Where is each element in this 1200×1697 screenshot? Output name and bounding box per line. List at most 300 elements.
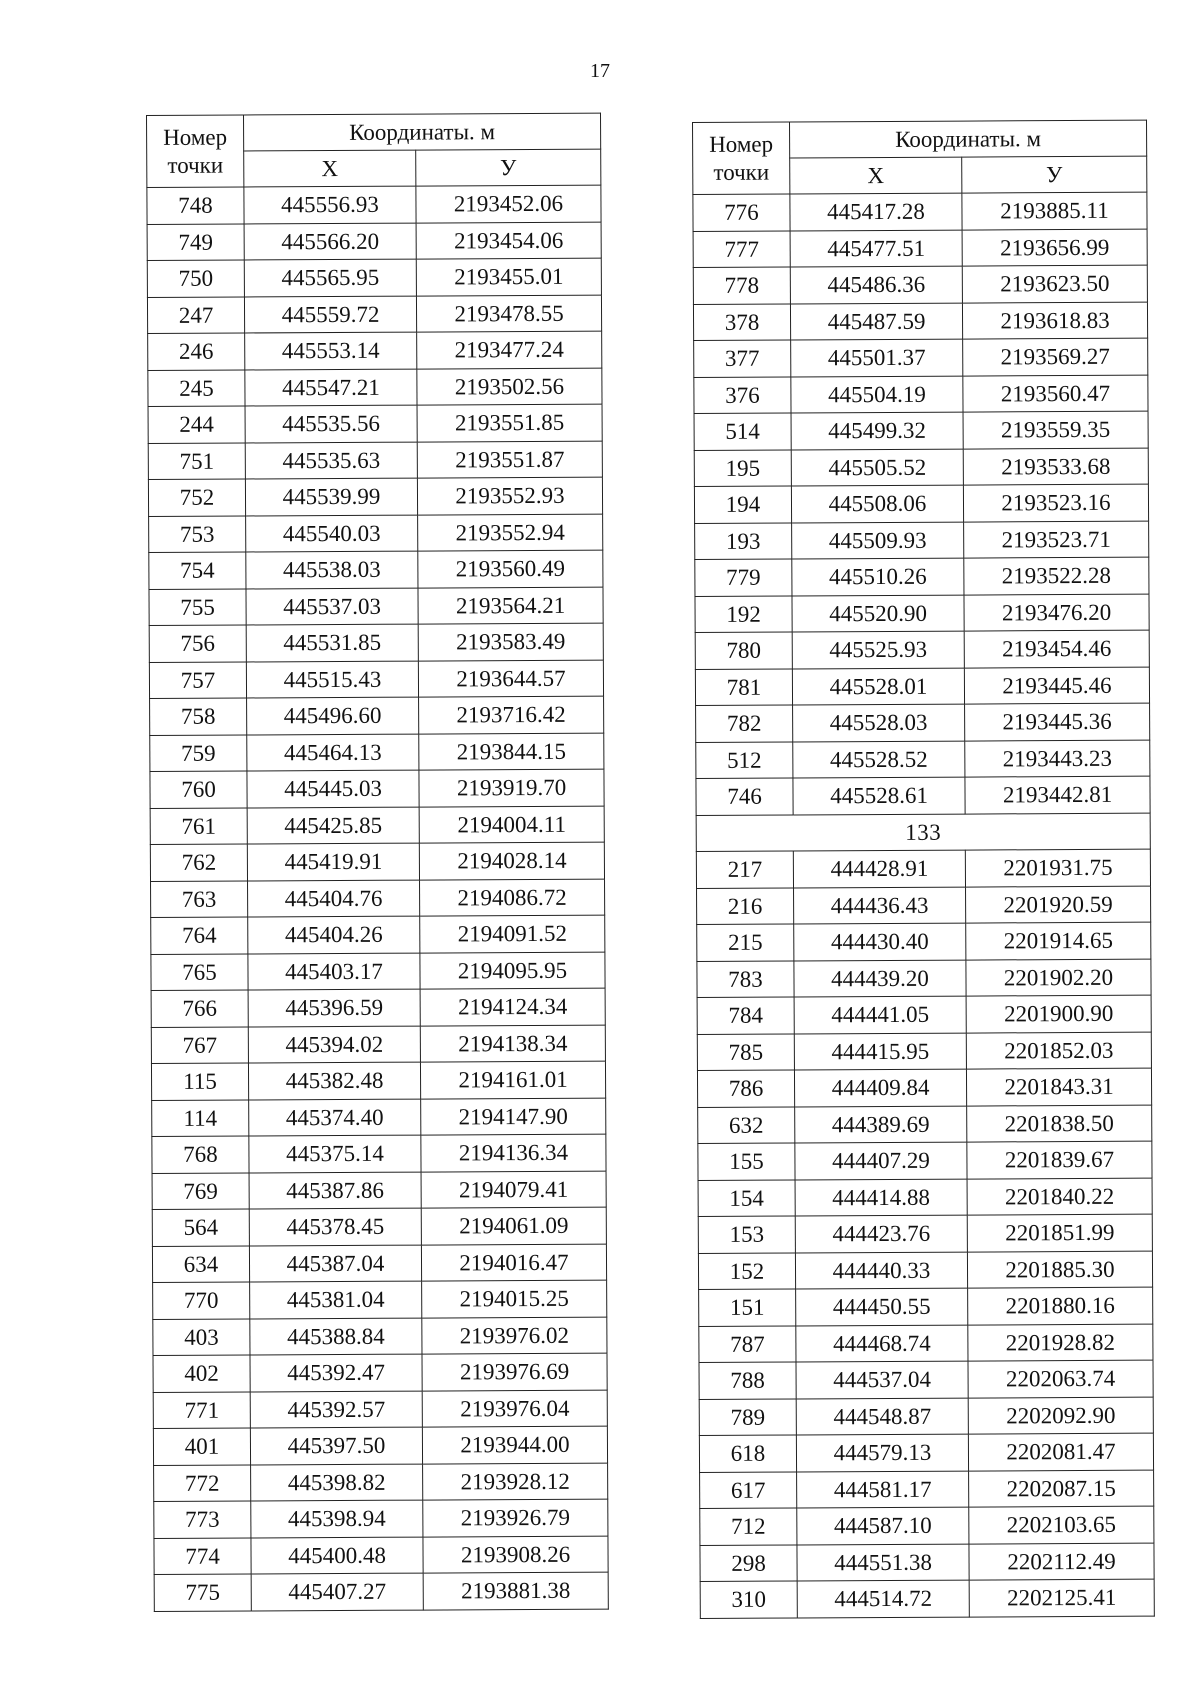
point-number-cell: 775 <box>154 1574 251 1611</box>
y-coordinate-cell: 2193559.35 <box>963 411 1148 448</box>
x-coordinate-cell: 445486.36 <box>790 266 962 303</box>
x-coordinate-cell: 445528.61 <box>793 777 965 814</box>
x-coordinate-cell: 445378.45 <box>249 1208 421 1245</box>
point-number-cell: 754 <box>149 552 246 589</box>
x-coordinate-cell: 445510.26 <box>792 558 964 595</box>
x-coordinate-cell: 445404.26 <box>248 916 420 953</box>
table-row <box>152 1207 606 1246</box>
x-coordinate-cell: 445477.51 <box>790 230 962 267</box>
y-coordinate-cell: 2202063.74 <box>968 1360 1153 1397</box>
point-number-cell: 753 <box>149 515 246 552</box>
table-row <box>151 1061 605 1100</box>
x-coordinate-cell: 444409.84 <box>794 1069 966 1106</box>
x-coordinate-cell: 445398.82 <box>251 1464 423 1501</box>
point-number-cell: 617 <box>700 1471 797 1508</box>
y-coordinate-cell: 2193881.38 <box>423 1572 608 1609</box>
y-coordinate-cell: 2194028.14 <box>419 842 604 879</box>
y-coordinate-cell: 2193452.06 <box>416 185 601 222</box>
table-row <box>699 1287 1153 1326</box>
table-row <box>153 1353 607 1392</box>
y-coordinate-cell: 2193502.56 <box>417 368 602 405</box>
x-coordinate-cell: 445525.93 <box>792 631 964 668</box>
point-number-cell: 780 <box>695 632 792 669</box>
point-number-cell: 784 <box>697 997 794 1034</box>
table-row <box>693 265 1147 304</box>
point-number-cell: 402 <box>153 1355 250 1392</box>
point-number-cell: 783 <box>697 960 794 997</box>
x-coordinate-cell: 445539.99 <box>245 478 417 515</box>
table-row <box>153 1317 607 1356</box>
coordinates-header: Координаты. м <box>790 120 1147 158</box>
x-coordinate-cell: 445538.03 <box>246 551 418 588</box>
point-number-cell: 115 <box>151 1063 248 1100</box>
table-row <box>147 222 601 261</box>
x-coordinate-cell: 444439.20 <box>794 960 966 997</box>
point-number-cell: 762 <box>150 844 247 881</box>
table-row <box>148 441 602 480</box>
table-row <box>154 1499 608 1538</box>
point-number-cell: 785 <box>697 1033 794 1070</box>
x-coordinate-cell: 445381.04 <box>250 1281 422 1318</box>
y-coordinate-cell: 2201914.65 <box>966 922 1151 959</box>
table-row <box>698 1214 1152 1253</box>
x-coordinate-cell: 445464.13 <box>247 734 419 771</box>
point-number-cell: 750 <box>147 260 244 297</box>
x-coordinate-cell: 445375.14 <box>249 1135 421 1172</box>
point-number-cell: 151 <box>699 1289 796 1326</box>
x-header: X <box>244 150 416 187</box>
x-coordinate-cell: 445404.76 <box>248 880 420 917</box>
y-coordinate-cell: 2201839.67 <box>967 1141 1152 1178</box>
y-coordinate-cell: 2193523.71 <box>964 521 1149 558</box>
table-row <box>149 550 603 589</box>
x-coordinate-cell: 445425.85 <box>247 807 419 844</box>
table-row <box>154 1463 608 1502</box>
point-number-cell: 564 <box>152 1209 249 1246</box>
table-body-right-lower <box>696 849 1154 1618</box>
x-coordinate-cell: 445509.93 <box>792 522 964 559</box>
y-coordinate-cell: 2193569.27 <box>963 338 1148 375</box>
point-number-cell: 759 <box>150 734 247 771</box>
y-coordinate-cell: 2193445.36 <box>965 703 1150 740</box>
table-row <box>697 1032 1151 1071</box>
x-coordinate-cell: 445553.14 <box>245 332 417 369</box>
x-coordinate-cell: 445556.93 <box>244 186 416 223</box>
point-number-cell: 192 <box>695 595 792 632</box>
x-coordinate-cell: 445528.52 <box>793 741 965 778</box>
x-coordinate-cell: 445540.03 <box>246 515 418 552</box>
y-coordinate-cell: 2194095.95 <box>420 952 605 989</box>
table-row <box>696 776 1150 815</box>
coordinates-header: Координаты. м <box>244 113 601 151</box>
point-number-cell: 193 <box>695 522 792 559</box>
section-row <box>696 813 1150 852</box>
table-row <box>153 1426 607 1465</box>
table-row <box>150 842 604 881</box>
point-number-cell: 194 <box>694 486 791 523</box>
x-coordinate-cell: 445508.06 <box>791 485 963 522</box>
y-coordinate-cell: 2194004.11 <box>419 806 604 843</box>
table-row <box>152 1244 606 1283</box>
table-row <box>699 1324 1153 1363</box>
point-number-cell: 770 <box>153 1282 250 1319</box>
table-row <box>149 660 603 699</box>
x-coordinate-cell: 444428.91 <box>793 850 965 887</box>
y-coordinate-cell: 2193454.06 <box>416 222 601 259</box>
point-number-cell: 403 <box>153 1318 250 1355</box>
table-row <box>697 959 1151 998</box>
x-coordinate-cell: 445407.27 <box>251 1573 423 1610</box>
y-coordinate-cell: 2193454.46 <box>964 630 1149 667</box>
table-row <box>151 988 605 1027</box>
x-coordinate-cell: 445392.47 <box>250 1354 422 1391</box>
table-row <box>152 1171 606 1210</box>
point-number-cell: 769 <box>152 1172 249 1209</box>
x-coordinate-cell: 445520.90 <box>792 595 964 632</box>
point-number-cell: 761 <box>150 807 247 844</box>
point-number-cell: 216 <box>697 887 794 924</box>
x-coordinate-cell: 445382.48 <box>248 1062 420 1099</box>
table-row <box>693 192 1147 231</box>
coordinates-table-left <box>146 113 609 1612</box>
table-row <box>694 448 1148 487</box>
y-coordinate-cell: 2193844.15 <box>419 733 604 770</box>
table-row <box>695 557 1149 596</box>
point-number-cell: 779 <box>695 559 792 596</box>
x-coordinate-cell: 444551.38 <box>797 1544 969 1581</box>
x-coordinate-cell: 444581.17 <box>797 1471 969 1508</box>
point-number-cell: 787 <box>699 1325 796 1362</box>
table-row <box>695 594 1149 633</box>
table-row <box>150 806 604 845</box>
x-coordinate-cell: 444415.95 <box>794 1033 966 1070</box>
table-row <box>150 733 604 772</box>
table-row <box>698 1141 1152 1180</box>
x-coordinate-cell: 444450.55 <box>796 1288 968 1325</box>
point-number-cell: 217 <box>696 851 793 888</box>
y-coordinate-cell: 2202092.90 <box>968 1397 1153 1434</box>
x-coordinate-cell: 444441.05 <box>794 996 966 1033</box>
table-row <box>151 1025 605 1064</box>
y-coordinate-cell: 2194161.01 <box>420 1061 605 1098</box>
x-coordinate-cell: 444514.72 <box>797 1580 969 1617</box>
x-coordinate-cell: 445528.01 <box>792 668 964 705</box>
y-coordinate-cell: 2193551.87 <box>417 441 602 478</box>
x-coordinate-cell: 445496.60 <box>247 697 419 734</box>
y-coordinate-cell: 2193560.49 <box>418 550 603 587</box>
point-number-cell: 378 <box>693 303 790 340</box>
table-row <box>149 623 603 662</box>
y-coordinate-cell: 2193976.69 <box>422 1353 607 1390</box>
y-coordinate-cell: 2202087.15 <box>969 1470 1154 1507</box>
x-coordinate-cell: 444468.74 <box>796 1325 968 1362</box>
x-coordinate-cell: 445398.94 <box>251 1500 423 1537</box>
table-row <box>694 411 1148 450</box>
y-coordinate-cell: 2193564.21 <box>418 587 603 624</box>
point-number-cell: 244 <box>148 406 245 443</box>
point-number-cell: 752 <box>148 479 245 516</box>
page-number: 17 <box>590 60 610 82</box>
y-coordinate-cell: 2201920.59 <box>966 886 1151 923</box>
table-row <box>154 1572 608 1611</box>
y-coordinate-cell: 2201852.03 <box>966 1032 1151 1069</box>
table-row <box>699 1360 1153 1399</box>
table-row <box>693 229 1147 268</box>
y-coordinate-cell: 2201843.31 <box>966 1068 1151 1105</box>
point-number-cell: 773 <box>154 1501 251 1538</box>
table-row <box>695 521 1149 560</box>
y-coordinate-cell: 2201902.20 <box>966 959 1151 996</box>
x-coordinate-cell: 445537.03 <box>246 588 418 625</box>
point-number-cell: 764 <box>151 917 248 954</box>
x-coordinate-cell: 445535.63 <box>245 442 417 479</box>
point-number-cell: 772 <box>154 1464 251 1501</box>
point-number-cell: 632 <box>698 1106 795 1143</box>
coordinates-table-right <box>692 120 1155 1619</box>
x-coordinate-cell: 445388.84 <box>250 1318 422 1355</box>
x-coordinate-cell: 445504.19 <box>791 376 963 413</box>
point-number-cell: 771 <box>153 1391 250 1428</box>
point-number-cell: 767 <box>151 1026 248 1063</box>
y-coordinate-cell: 2193552.94 <box>418 514 603 551</box>
y-coordinate-cell: 2193478.55 <box>416 295 601 332</box>
y-coordinate-cell: 2202103.65 <box>969 1506 1154 1543</box>
point-number-cell: 245 <box>148 369 245 406</box>
table-row <box>698 1251 1152 1290</box>
point-number-cell: 155 <box>698 1143 795 1180</box>
y-coordinate-cell: 2201851.99 <box>967 1214 1152 1251</box>
y-coordinate-cell: 2193583.49 <box>418 623 603 660</box>
point-number-cell: 748 <box>147 187 244 224</box>
y-coordinate-cell: 2193976.02 <box>422 1317 607 1354</box>
point-number-cell: 749 <box>147 223 244 260</box>
y-coordinate-cell: 2193442.81 <box>965 776 1150 813</box>
x-coordinate-cell: 445528.03 <box>793 704 965 741</box>
point-number-cell: 712 <box>700 1508 797 1545</box>
point-number-cell: 514 <box>694 413 791 450</box>
y-coordinate-cell: 2193560.47 <box>963 375 1148 412</box>
y-coordinate-cell: 2194086.72 <box>420 879 605 916</box>
y-coordinate-cell: 2202081.47 <box>968 1433 1153 1470</box>
x-coordinate-cell: 445387.04 <box>249 1245 421 1282</box>
point-number-cell: 618 <box>699 1435 796 1472</box>
table-row <box>700 1579 1154 1618</box>
table-row <box>153 1280 607 1319</box>
section-row-group <box>696 813 1150 852</box>
point-number-cell: 777 <box>693 230 790 267</box>
y-coordinate-cell: 2194015.25 <box>422 1280 607 1317</box>
y-coordinate-cell: 2193445.46 <box>964 667 1149 704</box>
y-header: У <box>416 149 601 186</box>
y-coordinate-cell: 2202125.41 <box>969 1579 1154 1616</box>
point-number-cell: 152 <box>698 1252 795 1289</box>
x-coordinate-cell: 445559.72 <box>244 296 416 333</box>
x-coordinate-cell: 445417.28 <box>790 193 962 230</box>
point-number-cell: 763 <box>151 880 248 917</box>
table-row <box>693 302 1147 341</box>
table-row <box>148 331 602 370</box>
point-number-cell: 774 <box>154 1537 251 1574</box>
x-coordinate-cell: 444389.69 <box>795 1106 967 1143</box>
point-number-cell: 247 <box>147 296 244 333</box>
x-coordinate-cell: 445487.59 <box>790 303 962 340</box>
table-row <box>148 368 602 407</box>
x-coordinate-cell: 444423.76 <box>795 1215 967 1252</box>
point-number-cell: 756 <box>149 625 246 662</box>
table-row <box>150 696 604 735</box>
y-coordinate-cell: 2201900.90 <box>966 995 1151 1032</box>
y-coordinate-cell: 2193523.16 <box>963 484 1148 521</box>
y-coordinate-cell: 2194147.90 <box>421 1098 606 1135</box>
point-number-cell: 786 <box>697 1070 794 1107</box>
point-number-cell: 634 <box>152 1245 249 1282</box>
table-row <box>148 477 602 516</box>
y-coordinate-cell: 2193908.26 <box>423 1536 608 1573</box>
point-number-cell: 768 <box>152 1136 249 1173</box>
x-coordinate-cell: 444430.40 <box>794 923 966 960</box>
point-number-cell: 246 <box>148 333 245 370</box>
point-number-cell: 781 <box>695 668 792 705</box>
x-coordinate-cell: 444407.29 <box>795 1142 967 1179</box>
x-coordinate-cell: 444414.88 <box>795 1179 967 1216</box>
x-coordinate-cell: 444587.10 <box>797 1507 969 1544</box>
point-number-cell: 751 <box>148 442 245 479</box>
table-row <box>147 185 601 224</box>
point-number-cell: 758 <box>150 698 247 735</box>
table-row <box>152 1098 606 1137</box>
table-row <box>700 1506 1154 1545</box>
table-row <box>698 1105 1152 1144</box>
x-coordinate-cell: 445394.02 <box>248 1026 420 1063</box>
y-coordinate-cell: 2201928.82 <box>968 1324 1153 1361</box>
y-coordinate-cell: 2193656.99 <box>962 229 1147 266</box>
x-coordinate-cell: 445387.86 <box>249 1172 421 1209</box>
table-row <box>148 404 602 443</box>
point-number-cell: 778 <box>693 267 790 304</box>
table-row <box>153 1390 607 1429</box>
y-coordinate-cell: 2201838.50 <box>967 1105 1152 1142</box>
x-coordinate-cell: 445396.59 <box>248 989 420 1026</box>
x-coordinate-cell: 445499.32 <box>791 412 963 449</box>
y-coordinate-cell: 2194061.09 <box>421 1207 606 1244</box>
y-coordinate-cell: 2193476.20 <box>964 594 1149 631</box>
y-coordinate-cell: 2201885.30 <box>967 1251 1152 1288</box>
y-coordinate-cell: 2193618.83 <box>962 302 1147 339</box>
table-row <box>694 375 1148 414</box>
y-coordinate-cell: 2194138.34 <box>420 1025 605 1062</box>
y-coordinate-cell: 2193976.04 <box>422 1390 607 1427</box>
y-coordinate-cell: 2194091.52 <box>420 915 605 952</box>
y-coordinate-cell: 2193885.11 <box>962 192 1147 229</box>
table-row <box>697 1068 1151 1107</box>
y-coordinate-cell: 2193623.50 <box>962 265 1147 302</box>
point-number-cell: 782 <box>696 705 793 742</box>
table-row <box>152 1134 606 1173</box>
y-coordinate-cell: 2193455.01 <box>416 258 601 295</box>
y-coordinate-cell: 2193477.24 <box>417 331 602 368</box>
x-coordinate-cell: 445400.48 <box>251 1537 423 1574</box>
point-number-header: Номер точки <box>147 115 244 188</box>
section-label: 133 <box>696 813 1150 852</box>
table-row <box>147 295 601 334</box>
y-coordinate-cell: 2202112.49 <box>969 1543 1154 1580</box>
y-coordinate-cell: 2193443.23 <box>965 740 1150 777</box>
x-coordinate-cell: 445403.17 <box>248 953 420 990</box>
table-row <box>150 769 604 808</box>
y-header: У <box>962 156 1147 193</box>
table-row <box>695 667 1149 706</box>
point-number-cell: 310 <box>700 1581 797 1618</box>
point-number-cell: 215 <box>697 924 794 961</box>
table-row <box>697 922 1151 961</box>
table-row <box>699 1433 1153 1472</box>
x-header: X <box>790 157 962 194</box>
point-number-cell: 512 <box>696 741 793 778</box>
y-coordinate-cell: 2193919.70 <box>419 769 604 806</box>
table-row <box>151 915 605 954</box>
point-number-cell: 746 <box>696 778 793 815</box>
table-row <box>697 886 1151 925</box>
x-coordinate-cell: 445397.50 <box>250 1427 422 1464</box>
table-row <box>147 258 601 297</box>
point-number-cell: 154 <box>698 1179 795 1216</box>
y-coordinate-cell: 2194136.34 <box>421 1134 606 1171</box>
table-row <box>696 703 1150 742</box>
y-coordinate-cell: 2194079.41 <box>421 1171 606 1208</box>
y-coordinate-cell: 2193926.79 <box>423 1499 608 1536</box>
y-coordinate-cell: 2194124.34 <box>420 988 605 1025</box>
x-coordinate-cell: 445515.43 <box>246 661 418 698</box>
x-coordinate-cell: 445445.03 <box>247 770 419 807</box>
point-number-cell: 776 <box>693 194 790 231</box>
point-number-cell: 766 <box>151 990 248 1027</box>
x-coordinate-cell: 445565.95 <box>244 259 416 296</box>
x-coordinate-cell: 445505.52 <box>791 449 963 486</box>
y-coordinate-cell: 2194016.47 <box>421 1244 606 1281</box>
table-row <box>154 1536 608 1575</box>
y-coordinate-cell: 2193533.68 <box>963 448 1148 485</box>
table-row <box>700 1543 1154 1582</box>
y-coordinate-cell: 2193552.93 <box>417 477 602 514</box>
point-number-cell: 788 <box>699 1362 796 1399</box>
point-number-cell: 377 <box>694 340 791 377</box>
point-number-cell: 114 <box>152 1099 249 1136</box>
x-coordinate-cell: 445535.56 <box>245 405 417 442</box>
x-coordinate-cell: 445419.91 <box>247 843 419 880</box>
x-coordinate-cell: 445531.85 <box>246 624 418 661</box>
x-coordinate-cell: 444440.33 <box>795 1252 967 1289</box>
y-coordinate-cell: 2193522.28 <box>964 557 1149 594</box>
table-row <box>694 338 1148 377</box>
table-row <box>151 952 605 991</box>
table-row <box>694 484 1148 523</box>
point-number-cell: 298 <box>700 1544 797 1581</box>
x-coordinate-cell: 445547.21 <box>245 369 417 406</box>
x-coordinate-cell: 444548.87 <box>796 1398 968 1435</box>
table-row <box>695 630 1149 669</box>
point-number-cell: 401 <box>153 1428 250 1465</box>
y-coordinate-cell: 2201931.75 <box>965 849 1150 886</box>
y-coordinate-cell: 2193928.12 <box>423 1463 608 1500</box>
y-coordinate-cell: 2193944.00 <box>422 1426 607 1463</box>
point-number-cell: 376 <box>694 376 791 413</box>
table-row <box>699 1397 1153 1436</box>
table-row <box>697 995 1151 1034</box>
x-coordinate-cell: 444436.43 <box>794 887 966 924</box>
table-row <box>696 740 1150 779</box>
table-row <box>149 587 603 626</box>
x-coordinate-cell: 445566.20 <box>244 223 416 260</box>
